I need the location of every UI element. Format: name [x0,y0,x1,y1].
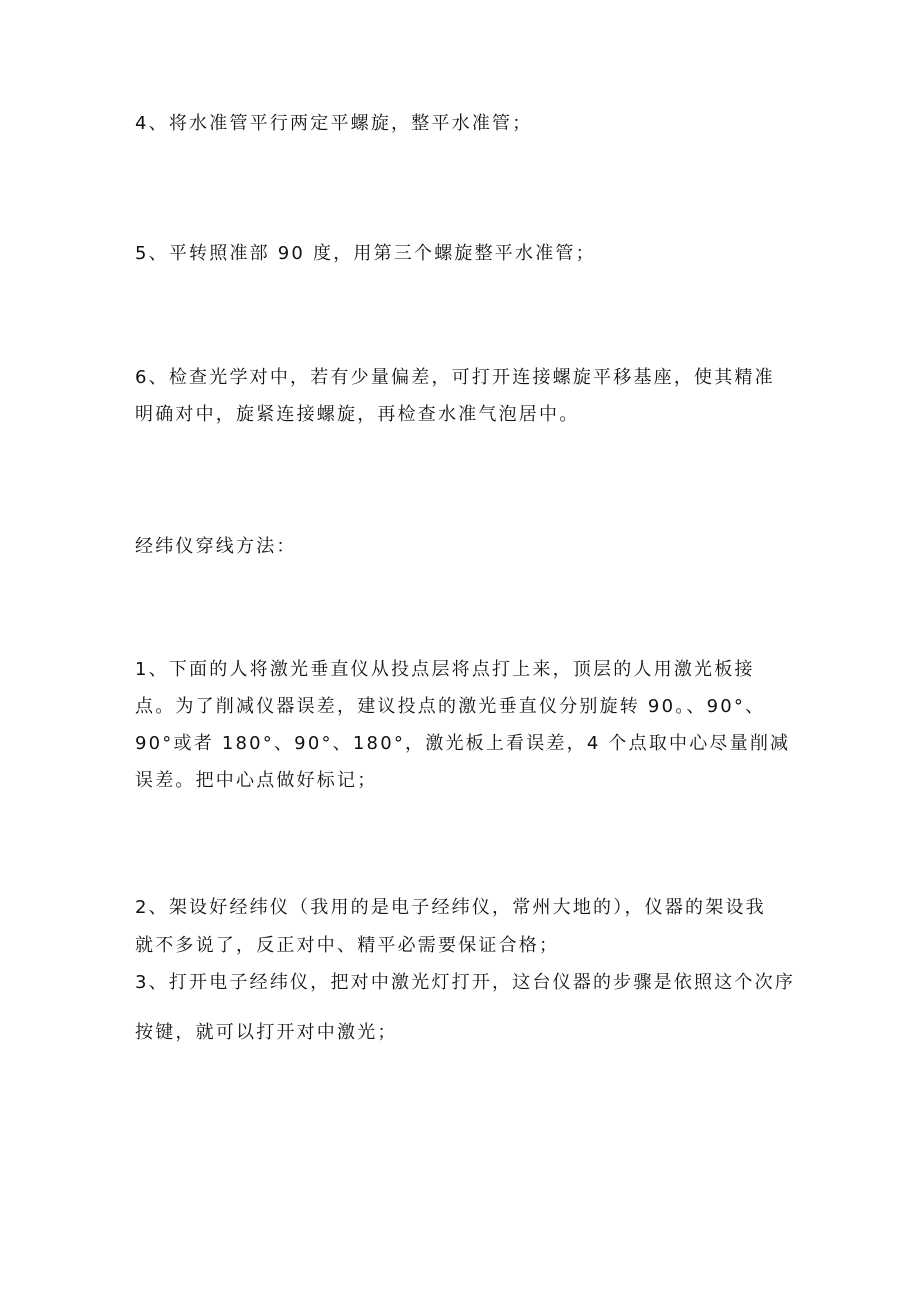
section-heading: 经纬仪穿线方法： [135,536,297,557]
method-3-line-2: 按键，就可以打开对中激光； [135,1022,398,1043]
step-6-line-2: 明确对中，旋紧连接螺旋，再检查水准气泡居中。 [135,404,580,425]
method-1-line-1: 1、下面的人将激光垂直仪从投点层将点打上来，顶层的人用激光板接 [135,659,755,680]
method-2-line-1: 2、架设好经纬仪（我用的是电子经纬仪，常州大地的），仪器的架设我 [135,897,766,918]
method-1-line-4: 误差。把中心点做好标记； [135,770,378,791]
method-3-line-1: 3、打开电子经纬仪，把对中激光灯打开，这台仪器的步骤是依照这个次序 [135,972,796,993]
method-2-line-2: 就不多说了，反正对中、精平必需要保证合格； [135,935,560,956]
step-6-line-1: 6、检查光学对中，若有少量偏差，可打开连接螺旋平移基座，使其精准 [135,367,775,388]
method-1-line-3: 90°或者 180°、90°、180°，激光板上看误差，4 个点取中心尽量削减 [135,733,791,754]
step-4-text: 4、将水准管平行两定平螺旋，整平水准管； [135,113,533,134]
method-1-line-2: 点。为了削减仪器误差，建议投点的激光垂直仪分别旋转 90。、90°、 [135,696,766,717]
step-5-text: 5、平转照准部 90 度，用第三个螺旋整平水准管； [135,243,596,264]
